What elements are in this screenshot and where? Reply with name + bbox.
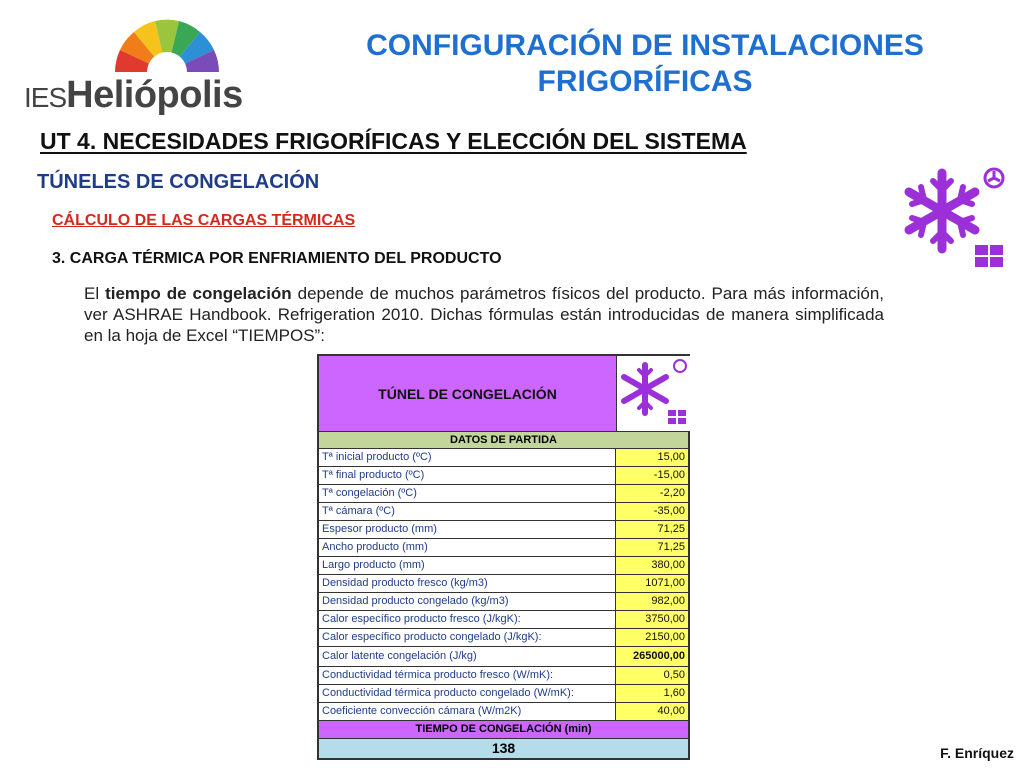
table-row — [319, 611, 688, 629]
freezer-snowflake-icon — [900, 165, 1010, 280]
table-row — [319, 685, 688, 703]
row-label: Tª cámara (ºC) — [319, 503, 616, 520]
row-label: Densidad producto congelado (kg/m3) — [319, 593, 616, 610]
row-label: Calor específico producto congelado (J/kgK): — [319, 629, 616, 646]
row-value: -2,20 — [616, 485, 688, 502]
row-value: 1,60 — [616, 685, 688, 702]
section-subtitle: CÁLCULO DE LAS CARGAS TÉRMICAS — [52, 212, 356, 229]
paragraph-start: El — [84, 284, 106, 303]
row-value: 71,25 — [616, 521, 688, 538]
row-label: Coeficiente convección cámara (W/m2K) — [319, 703, 616, 720]
row-value: 15,00 — [616, 449, 688, 466]
unit-title: UT 4. NECESIDADES FRIGORÍFICAS Y ELECCIÓN DEL SISTEMA — [40, 128, 747, 154]
page-title-line-2: FRIGORÍFICAS — [537, 65, 753, 98]
row-label: Calor específico producto fresco (J/kgK): — [319, 611, 616, 628]
row-value: 380,00 — [616, 557, 688, 574]
table-row — [319, 521, 688, 539]
row-label: Calor latente congelación (J/kg) — [319, 647, 616, 666]
row-label: Conductividad térmica producto fresco (W/mK): — [319, 667, 616, 684]
section-title: TÚNELES DE CONGELACIÓN — [37, 171, 320, 193]
logo — [22, 14, 252, 114]
paragraph-bold: tiempo de congelación — [105, 284, 292, 303]
freezing-tunnel-table — [317, 354, 690, 760]
row-value: 0,50 — [616, 667, 688, 684]
page-title — [300, 28, 990, 100]
row-label: Tª inicial producto (ºC) — [319, 449, 616, 466]
row-value: -15,00 — [616, 467, 688, 484]
table-header — [319, 356, 688, 432]
table-row — [319, 575, 688, 593]
row-label: Largo producto (mm) — [319, 557, 616, 574]
table-row — [319, 703, 688, 721]
paragraph-rest: depende de muchos parámetros físicos del producto. Para más información, ver ASHRAE Handbook. Refrigeration 2010. Dichas fórmulas están introducidas de manera simplificada en la hoja de Excel “TIEMPOS”: — [84, 284, 884, 345]
row-value: 71,25 — [616, 539, 688, 556]
table-row — [319, 539, 688, 557]
table-row — [319, 557, 688, 575]
table-row — [319, 449, 688, 467]
table-row — [319, 485, 688, 503]
logo-prefix: IES — [24, 82, 67, 113]
row-value: 2150,00 — [616, 629, 688, 646]
page-title-line-1: CONFIGURACIÓN DE INSTALACIONES — [366, 29, 924, 62]
table-row — [319, 629, 688, 647]
author: F. Enríquez — [940, 745, 1014, 761]
table-row — [319, 593, 688, 611]
row-label: Densidad producto fresco (kg/m3) — [319, 575, 616, 592]
row-label: Tª congelación (ºC) — [319, 485, 616, 502]
table-row — [319, 667, 688, 685]
row-label: Espesor producto (mm) — [319, 521, 616, 538]
table-section-header: DATOS DE PARTIDA — [319, 432, 688, 449]
table-title: TÚNEL DE CONGELACIÓN — [319, 356, 617, 431]
description-paragraph — [84, 283, 884, 346]
table-row — [319, 503, 688, 521]
row-value: 982,00 — [616, 593, 688, 610]
row-value: -35,00 — [616, 503, 688, 520]
table-row — [319, 647, 688, 667]
result-value: 138 — [319, 739, 688, 758]
result-label: TIEMPO DE CONGELACIÓN (min) — [319, 721, 688, 739]
table-rows — [319, 449, 688, 721]
rainbow-fan-icon — [112, 14, 222, 74]
row-label: Conductividad térmica producto congelado (W/mK): — [319, 685, 616, 702]
table-snowflake-icon — [617, 356, 691, 431]
logo-name: Heliópolis — [66, 74, 243, 116]
row-value: 3750,00 — [616, 611, 688, 628]
row-value: 265000,00 — [616, 647, 688, 666]
table-row — [319, 467, 688, 485]
row-value: 40,00 — [616, 703, 688, 720]
row-label: Tª final producto (ºC) — [319, 467, 616, 484]
row-value: 1071,00 — [616, 575, 688, 592]
section-item-heading: 3. CARGA TÉRMICA POR ENFRIAMIENTO DEL PRODUCTO — [52, 250, 502, 267]
row-label: Ancho producto (mm) — [319, 539, 616, 556]
